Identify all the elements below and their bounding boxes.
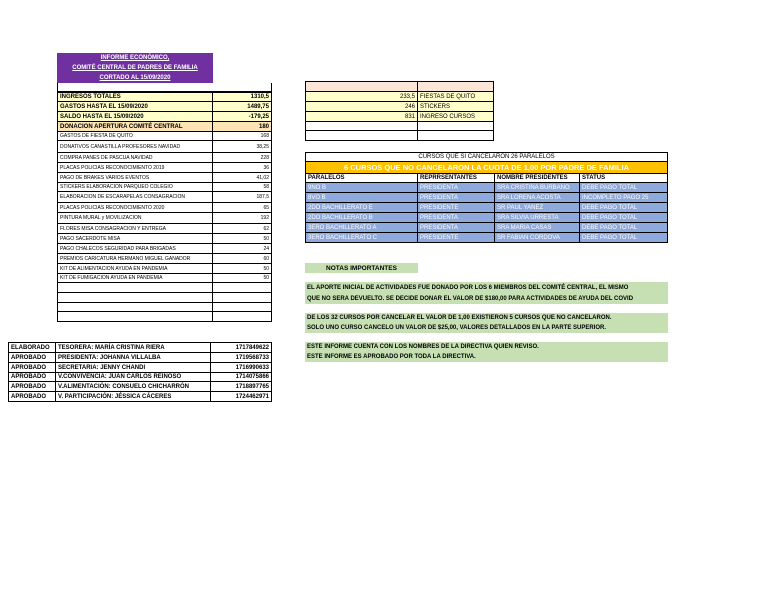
- expense-value: 58: [263, 184, 269, 190]
- course-representante: PRESIDENTA: [418, 193, 495, 202]
- signature-name: TESORERA: MARÍA CRISTINA RIERA: [56, 343, 211, 352]
- income-amount: 831: [306, 112, 418, 121]
- expense-row: [58, 213, 271, 224]
- income-table: [305, 81, 494, 141]
- expense-label: PINTURA MURAL y MOVILIZACION: [58, 213, 213, 223]
- signature-name: V.CONVIVENCIA: JUAN CARLOS REINOSO: [56, 373, 211, 381]
- course-paralelo: 8VO B: [306, 193, 418, 202]
- empty-row: [58, 312, 271, 321]
- expense-value: 24: [263, 245, 269, 252]
- expense-row: [58, 254, 271, 264]
- expense-row: [58, 244, 271, 254]
- expense-row: [58, 224, 271, 234]
- course-paralelo: 3ERO BACHILLERATO C: [306, 233, 418, 242]
- expense-value: 41,02: [256, 174, 269, 181]
- signature-row: [9, 382, 271, 392]
- income-amount: 233,5: [306, 92, 418, 101]
- summary-row: [58, 112, 271, 122]
- courses-header-row: [306, 174, 667, 183]
- empty-row: [306, 131, 493, 140]
- course-paralelo: 2DO BACHILLERATO E: [306, 203, 418, 212]
- note-block-3: [305, 342, 668, 362]
- summary-row: [58, 93, 271, 102]
- expense-value: 192: [260, 215, 269, 221]
- signature-role: ELABORADO: [9, 343, 56, 352]
- signature-id: 1716990633: [235, 364, 269, 371]
- courses-caption: CURSOS QUE SI CANCELARON 26 PARALELOS: [305, 152, 668, 162]
- summary-value: 180: [258, 123, 269, 130]
- expense-row: [58, 173, 271, 183]
- income-label: FIESTAS DE QUITO: [420, 93, 476, 100]
- course-presidente: SRA SILVIA URRESTA: [495, 213, 580, 222]
- expense-value: 36: [263, 164, 269, 171]
- expense-value: 62: [263, 225, 269, 232]
- courses-table: [305, 174, 668, 243]
- signature-name: V. PARTICIPACIÓN: JÉSSICA CÁCERES: [56, 392, 211, 401]
- expense-value: 228: [260, 154, 269, 161]
- course-presidente: SR FABIAN CORDOVA: [495, 233, 580, 242]
- empty-row: [58, 283, 271, 293]
- signature-role: APROBADO: [9, 373, 56, 381]
- expenses-table: [57, 132, 272, 322]
- course-status: INCOMPLETO PAGO 25: [582, 194, 649, 201]
- report-title-1: INFORME ECONÓMICO,: [57, 53, 213, 63]
- course-representante: PRESIDENTE: [418, 203, 495, 212]
- signature-row: [9, 363, 271, 373]
- expense-value: 60: [263, 255, 269, 262]
- signature-name: SECRETARIA: JENNY CHANDI: [56, 363, 211, 372]
- expense-row: [58, 153, 271, 163]
- course-representante: PRESIDENTE: [418, 233, 495, 242]
- expense-row: [58, 234, 271, 244]
- course-row: [306, 193, 667, 203]
- signature-row: [9, 343, 271, 353]
- courses-banner: 6 CURSOS QUE NO CANCELARON LA CUOTA DE 1,00 POR PADRE DE FAMILIA: [305, 162, 668, 174]
- expense-value: 65: [263, 204, 269, 211]
- signature-row: [9, 353, 271, 363]
- expense-label: KIT DE FUMIGACION AYUDA EN PANDEMIA: [58, 274, 213, 282]
- note-line: ESTE INFORME CUENTA CON LOS NOMBRES DE LA DIRECTIVA QUIEN REVISO.: [307, 344, 539, 350]
- course-row: [306, 203, 667, 213]
- col-header-presidentes: NOMBRE PRESIDENTES: [495, 174, 580, 182]
- signature-role: APROBADO: [9, 392, 56, 401]
- expense-label: STICKERS ELABORACION PARQUEO COLEGIO: [58, 183, 213, 191]
- expense-row: [58, 203, 271, 213]
- signatures-table: [8, 342, 272, 402]
- signature-id: 1714075866: [235, 374, 269, 380]
- signature-id: 1718897765: [235, 383, 269, 390]
- course-paralelo: 2DO BACHILLERATO B: [306, 213, 418, 222]
- course-row: [306, 183, 667, 193]
- report-title-3: CORTADO AL 15/09/2020: [57, 73, 213, 83]
- signature-id: 1717849622: [235, 344, 269, 351]
- signature-row: [9, 392, 271, 401]
- expense-row: [58, 192, 271, 203]
- blank-row: [57, 83, 272, 92]
- expense-label: COMPRA PANES DE PASCUA NAVIDAD: [58, 153, 213, 162]
- summary-label: GASTOS HASTA EL 15/09/2020: [58, 102, 213, 111]
- summary-value: 1489,75: [247, 103, 269, 110]
- course-status: DEBE PAGO TOTAL: [582, 204, 638, 211]
- signature-row: [9, 373, 271, 382]
- course-presidente: SR PAUL YANEZ: [495, 203, 580, 212]
- expense-label: PAGO DE BRAKES VARIOS EVENTOS: [58, 173, 213, 182]
- expense-value: 168: [260, 133, 269, 139]
- course-representante: PRESIDENTA: [418, 183, 495, 192]
- note-block-2: [305, 313, 668, 333]
- note-line: QUE NO SERA DEVUELTO. SE DECIDE DONAR EL VALOR DE $180,00 PARA ACTIVIDADES DE AYUDA DEL COVID: [307, 295, 634, 302]
- course-status: DEBE PAGO TOTAL: [582, 184, 638, 191]
- empty-row: [58, 303, 271, 312]
- course-row: [306, 233, 667, 242]
- expense-label: PAGO CHALECOS SEGURIDAD PARA BRIGADAS: [58, 244, 213, 253]
- empty-row: [58, 293, 271, 303]
- income-header: INGRESOS: [306, 82, 418, 91]
- signature-id: 1724462971: [235, 393, 269, 400]
- expense-label: PAGO SACERDOTE MISA: [58, 234, 213, 243]
- expense-label: ELABORACION DE ESCARAPELAS CONSAGRACION: [58, 192, 213, 202]
- report-title-2: COMITÉ CENTRAL DE PADRES DE FAMILIA: [57, 63, 213, 73]
- summary-row: [58, 122, 271, 131]
- expense-value: 38,25: [256, 143, 269, 150]
- income-label: STICKERS: [420, 103, 451, 110]
- expense-row: [58, 183, 271, 192]
- summary-value: 1310,5: [250, 94, 269, 100]
- course-presidente: SRA CRISTINA BURBANO: [495, 183, 580, 192]
- course-status: DEBE PAGO TOTAL: [582, 234, 638, 241]
- income-row: [306, 92, 493, 102]
- expense-label: PREMIOS CARICATURA HERMANO MIGUEL GANADOR: [58, 254, 213, 263]
- summary-row: [58, 102, 271, 112]
- expense-row: [58, 274, 271, 283]
- course-status: DEBE PAGO TOTAL: [582, 214, 638, 221]
- course-presidente: SRA MARIA CASAS: [495, 223, 580, 232]
- course-representante: PRESIDENTA: [418, 223, 495, 232]
- signature-name: V.ALIMENTACIÓN: CONSUELO CHICHARRÓN: [56, 382, 211, 391]
- note-line: SOLO UNO CURSO CANCELO UN VALOR DE $25,00, VALORES DETALLADOS EN LA PARTE SUPERIOR.: [307, 325, 607, 331]
- note-line: EL APORTE INICIAL DE ACTIVIDADES FUE DONADO POR LOS 6 MIEMBROS DEL COMITÉ CENTRAL, EL MISMO: [307, 284, 629, 291]
- expense-value: 50: [263, 235, 269, 242]
- notes-title: NOTAS IMPORTANTES: [305, 263, 418, 273]
- course-row: [306, 213, 667, 223]
- income-header-row: [306, 82, 493, 92]
- expense-label: DONATIVOS CANASTILLA PROFESORES NAVIDAD: [58, 141, 213, 152]
- signature-role: APROBADO: [9, 353, 56, 362]
- expense-row: [58, 264, 271, 274]
- income-row: [306, 112, 493, 122]
- col-header-status: STATUS: [582, 175, 606, 181]
- signature-role: APROBADO: [9, 382, 56, 391]
- course-row: [306, 223, 667, 233]
- signature-name: PRESIDENTA: JOHANNA VILLALBA: [56, 353, 211, 362]
- expense-label: KIT DE ALIMENTACION AYUDA EN PANDEMIA: [58, 264, 213, 273]
- course-status: DEBE PAGO TOTAL: [582, 224, 638, 231]
- expense-row: [58, 141, 271, 153]
- expense-label: PLACAS POLICIAS RECONOCIMIENTO 2020: [58, 203, 213, 212]
- summary-label: DONACION APERTURA COMITÉ CENTRAL: [58, 122, 213, 131]
- expense-value: 50: [263, 265, 269, 272]
- course-presidente: SRA LORENA ACOSTA: [495, 193, 580, 202]
- summary-label: SALDO HASTA EL 15/09/2020: [58, 112, 213, 121]
- summary-value: -179,25: [248, 113, 269, 120]
- income-row: [306, 102, 493, 112]
- summary-table: [57, 92, 272, 132]
- expense-row: [58, 163, 271, 173]
- income-label: INGRESO CURSOS: [420, 113, 476, 120]
- course-paralelo: 9NO B: [306, 183, 418, 192]
- col-header-paralelos: PARALELOS: [306, 174, 418, 182]
- expense-label: PLACAS POLICIAS RECONOCIMIENTO 2019: [58, 163, 213, 172]
- signature-id: 1719568733: [235, 354, 269, 361]
- course-paralelo: 3ERO BACHILLERATO A: [306, 223, 418, 232]
- empty-row: [306, 122, 493, 131]
- expense-value: 187,5: [256, 194, 269, 200]
- note-block-1: [305, 282, 668, 304]
- course-representante: PRESIDENTA: [418, 213, 495, 222]
- signature-role: APROBADO: [9, 363, 56, 372]
- col-header-representantes: REPRRSENTANTES: [418, 174, 495, 182]
- expense-value: 50: [263, 275, 269, 281]
- summary-label: INGRESOS TOTALES: [58, 93, 213, 101]
- report-title-block: [57, 53, 213, 83]
- expense-label: FLORES MISA CONSAGRACION Y ENTREGA: [58, 224, 213, 233]
- expense-row: [58, 132, 271, 141]
- income-amount: 246: [306, 102, 418, 111]
- note-line: ESTE INFORME ES APROBADO POR TODA LA DIRECTIVA.: [307, 354, 476, 360]
- expense-label: GASTOS DE FIESTA DE QUITO: [58, 132, 213, 140]
- note-line: DE LOS 32 CURSOS POR CANCELAR EL VALOR DE 1,00 EXISTIERON 5 CURSOS QUE NO CANCELARON.: [307, 315, 612, 321]
